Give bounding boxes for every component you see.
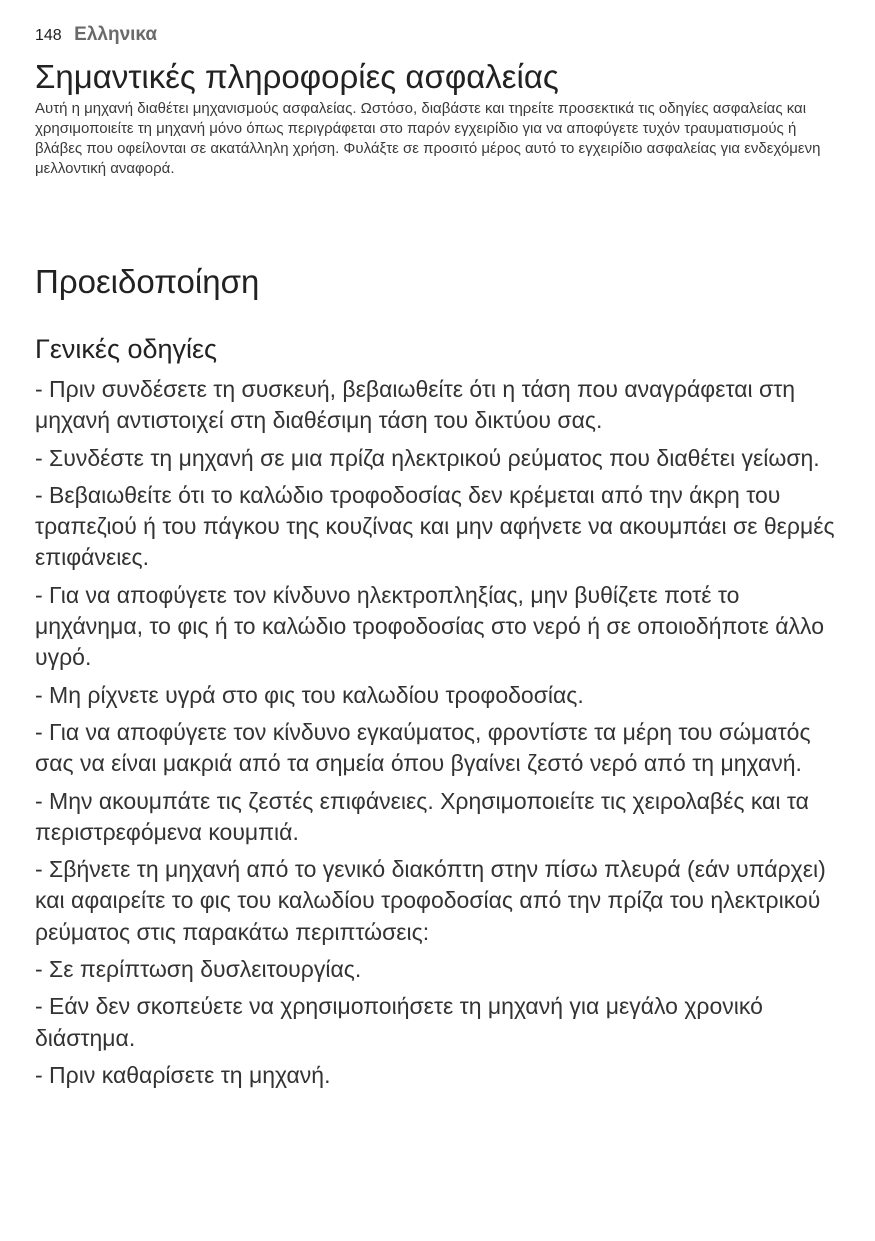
instruction-item: - Βεβαιωθείτε ότι το καλώδιο τροφοδοσίας δεν κρέμεται από την άκρη του τραπεζιού ή του πάγκου της κουζίνας και μην αφήνετε να ακουμπάει σε θερμές επιφάνειες. xyxy=(35,481,835,571)
language-label: Ελληνικα xyxy=(74,24,158,45)
instructions-list xyxy=(35,374,843,1097)
general-instructions-heading: Γενικές οδηγίες xyxy=(35,334,218,364)
instruction-item: - Σβήνετε τη μηχανή από το γενικό διακόπτη στην πίσω πλευρά (εάν υπάρχει) και αφαιρείτε το φις του καλωδίου τροφοδοσίας από την πρίζα του ηλεκτρικού ρεύματος στις παρακάτω περιπτώσεις: xyxy=(35,856,826,945)
page-header xyxy=(35,24,157,46)
instruction-item: - Για να αποφύγετε τον κίνδυνο εγκαύματος, φροντίστε τα μέρη του σώματός σας να είναι μακριά από τα σημεία όπου βγαίνει ζεστό νερό από τη μηχανή. xyxy=(35,718,811,777)
instruction-item: - Μη ρίχνετε υγρά στο φις του καλωδίου τροφοδοσίας. xyxy=(35,681,584,708)
instruction-item: - Μην ακουμπάτε τις ζεστές επιφάνειες. Χρησιμοποιείτε τις χειρολαβές και τα περιστρεφόμενα κουμπιά. xyxy=(35,787,809,845)
instruction-item: - Συνδέστε τη μηχανή σε μια πρίζα ηλεκτρικού ρεύματος που διαθέτει γείωση. xyxy=(35,444,820,471)
instruction-item: - Πριν καθαρίσετε τη μηχανή. xyxy=(35,1061,331,1088)
page-title: Σημαντικές πληροφορίες ασφαλείας xyxy=(35,58,559,95)
intro-paragraph: Αυτή η μηχανή διαθέτει μηχανισμούς ασφαλείας. Ωστόσο, διαβάστε και τηρείτε προσεκτικά τις οδηγίες ασφαλείας και χρησιμοποιείτε τη μηχανή μόνο όπως περιγράφεται στο παρόν εγχειρίδιο για να αποφύγετε τυχόν τραυματισμούς ή βλάβες που οφείλονται σε ακατάλληλη χρήση. Φυλάξτε σε προσιτό μέρος αυτό το εγχειρίδιο ασφαλείας για ενδεχόμενη μελλοντική αναφορά. xyxy=(35,100,821,177)
instruction-item: - Εάν δεν σκοπεύετε να χρησιμοποιήσετε τη μηχανή για μεγάλο χρονικό διάστημα. xyxy=(35,993,763,1051)
page-number: 148 xyxy=(35,27,62,44)
warning-heading: Προειδοποίηση xyxy=(35,263,260,300)
instruction-item: - Σε περίπτωση δυσλειτουργίας. xyxy=(35,956,362,983)
instruction-item: - Για να αποφύγετε τον κίνδυνο ηλεκτροπληξίας, μην βυθίζετε ποτέ το μηχάνημα, το φις ή το καλώδιο τροφοδοσίας στο νερό ή σε οποιοδήποτε άλλο υγρό. xyxy=(35,581,824,671)
instruction-item: - Πριν συνδέσετε τη συσκευή, βεβαιωθείτε ότι η τάση που αναγράφεται στη μηχανή αντιστοιχεί στη διαθέσιμη τάση του δικτύου σας. xyxy=(35,376,796,434)
